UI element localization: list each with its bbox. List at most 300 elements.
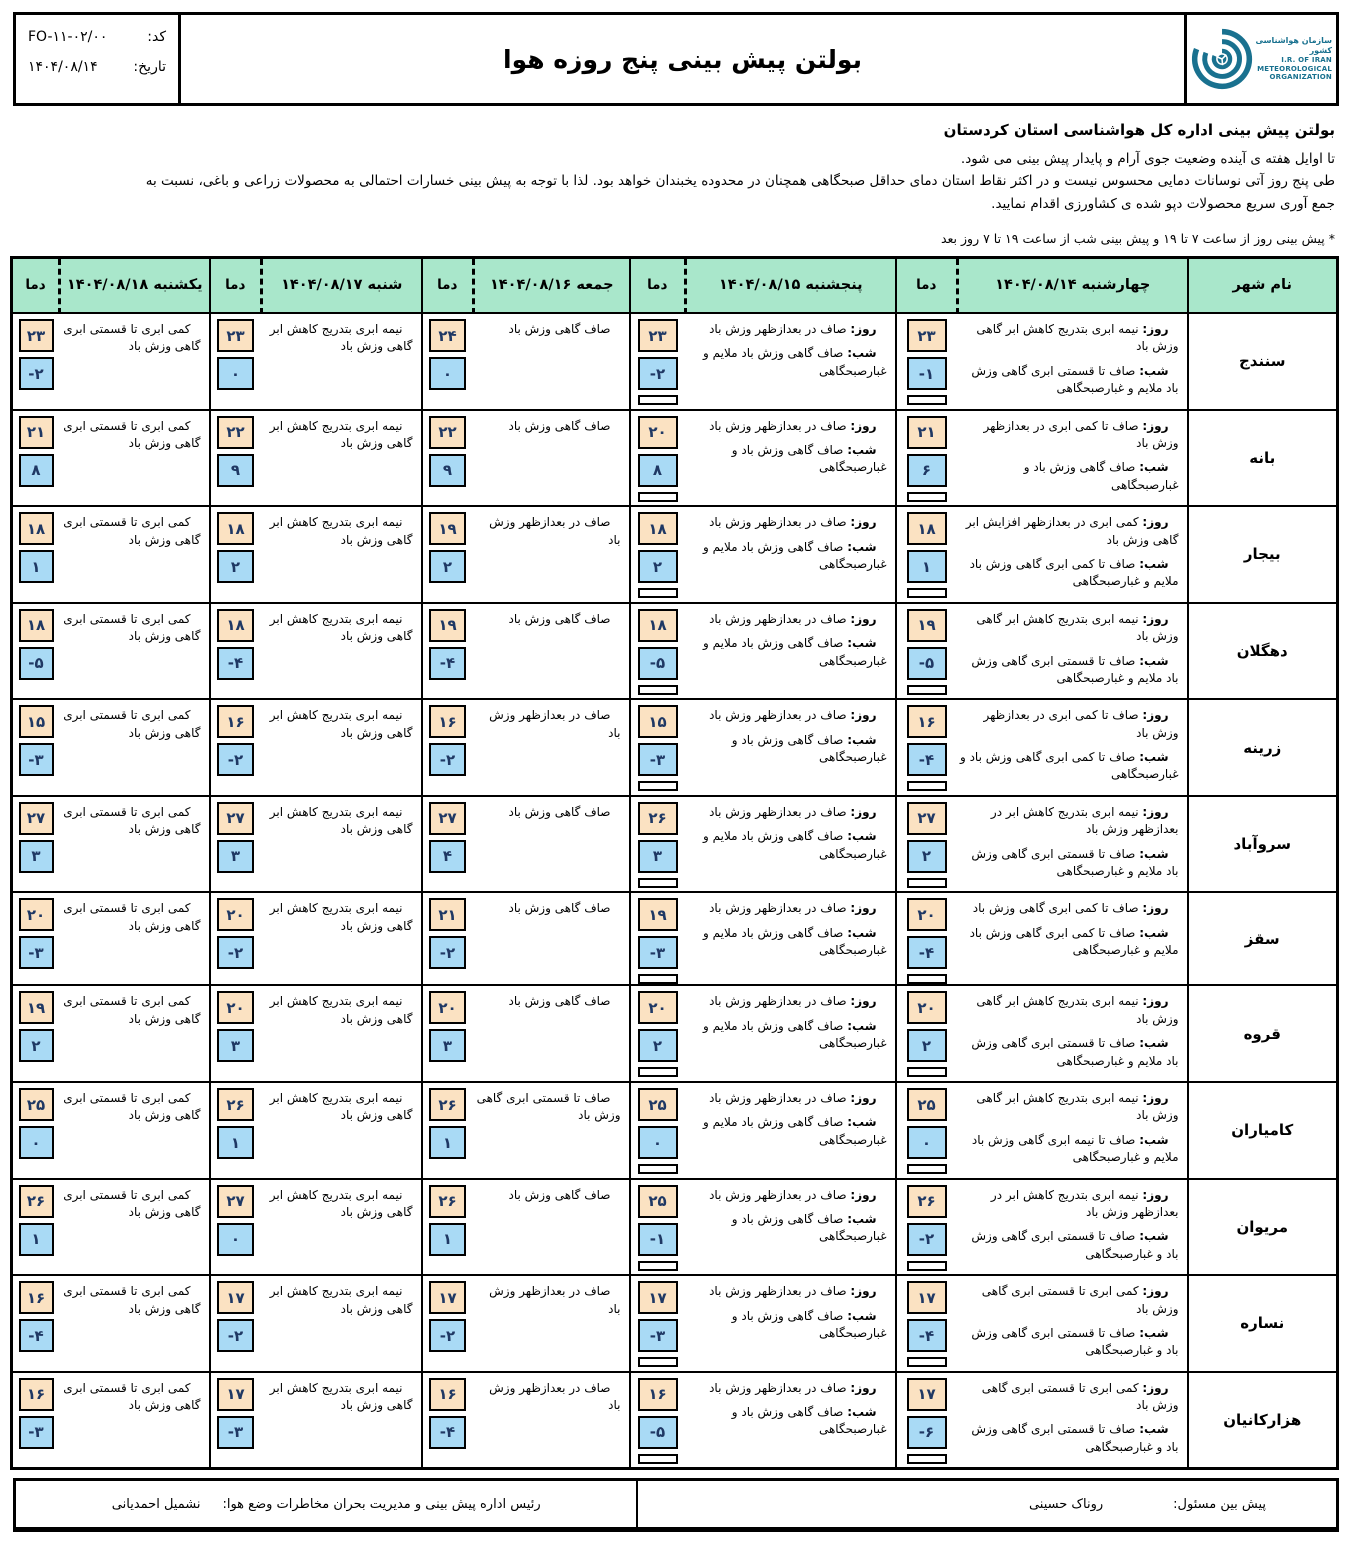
forecast-value: صاف تا قسمتی ابری گاهی وزش باد [476, 1091, 621, 1123]
min-temp: ۲ [907, 1029, 947, 1062]
day-forecast-value: صاف در بعدازظهر وزش باد [709, 708, 847, 723]
forecast-text [957, 1083, 1187, 1178]
night-label: شب: [1139, 1325, 1169, 1340]
forecast-value: کمی ابری تا قسمتی ابری گاهی وزش باد [63, 994, 201, 1026]
empty-temp-box [907, 492, 947, 502]
max-temp: ۱۵ [19, 705, 54, 738]
forecast-cell [422, 985, 630, 1082]
forecast-cell [422, 410, 630, 507]
min-temp: -۲ [19, 357, 54, 390]
code-value: FO-۱۱-۰۲/۰۰ [28, 29, 108, 45]
empty-temp-box [638, 1164, 678, 1174]
forecast-cell [896, 506, 1188, 603]
forecast-cell [630, 410, 896, 507]
day-forecast-value: صاف تا کمی ابری گاهی وزش باد [972, 901, 1139, 916]
table-row [12, 699, 1338, 796]
day-forecast-value: کمی ابری در بعدازظهر افزایش ابر گاهی وزش باد [965, 515, 1179, 547]
forecast-cell [896, 410, 1188, 507]
min-temp: -۴ [907, 743, 947, 776]
forecast-value: نیمه ابری بتدریج کاهش ابر گاهی وزش باد [269, 611, 413, 644]
max-temp: ۱۷ [907, 1378, 947, 1411]
forecast-text [685, 604, 895, 699]
forecast-text [261, 411, 421, 506]
day-forecast-value: نیمه ابری بتدریج کاهش ابر گاهی وزش باد [976, 1091, 1179, 1123]
forecast-value: صاف گاهی وزش باد [508, 418, 611, 433]
forecast-text [59, 411, 209, 506]
night-forecast [687, 442, 887, 477]
max-temp: ۱۶ [429, 705, 466, 738]
temperature-stack [211, 700, 261, 795]
night-forecast [687, 539, 887, 574]
min-temp: ۲ [217, 550, 254, 583]
day-label: روز: [850, 1091, 877, 1105]
temperature-stack [631, 986, 685, 1081]
intro-line: تا اوایل هفته ی آینده وضعیت جوی آرام و پایدار پیش بینی می شود. [960, 150, 1335, 167]
day-forecast-value: کمی ابری تا قسمتی ابری گاهی وزش باد [981, 1380, 1179, 1413]
day-forecast [959, 707, 1179, 742]
logo-org-name-en2: METEOROLOGICAL [1257, 64, 1332, 73]
forecast-value: کمی ابری تا قسمتی ابری گاهی وزش باد [63, 418, 201, 451]
night-label: شب: [847, 925, 877, 940]
forecast-text [59, 507, 209, 602]
night-label: شب: [1139, 846, 1169, 861]
forecast-text [59, 1180, 209, 1275]
max-temp: ۱۹ [638, 898, 678, 931]
night-forecast [687, 1211, 887, 1246]
city-name: دهگلان [1188, 603, 1338, 700]
forecast-text [473, 1276, 629, 1371]
table-row [12, 1082, 1338, 1179]
forecast-value: نیمه ابری بتدریج کاهش ابر گاهی وزش باد [269, 708, 413, 740]
table-row [12, 506, 1338, 603]
forecast-cell [630, 1082, 896, 1179]
max-temp: ۱۶ [217, 705, 254, 738]
forecast-cell [896, 603, 1188, 700]
temperature-stack [211, 1180, 261, 1275]
table-row [12, 985, 1338, 1082]
min-temp: ۸ [638, 454, 678, 487]
temperature-stack [897, 1276, 957, 1371]
day-forecast [687, 418, 887, 435]
forecast-text [261, 314, 421, 409]
temperature-stack [631, 797, 685, 892]
forecast-text [957, 1180, 1187, 1275]
forecast-cell [12, 699, 210, 796]
min-temp: -۳ [217, 1416, 254, 1449]
night-forecast-value: صاف گاهی وزش باد ملایم و غبارصبحگاهی [703, 1115, 887, 1147]
day-forecast-value: صاف در بعدازظهر وزش باد [709, 611, 847, 626]
max-temp: ۲۰ [907, 898, 947, 931]
day-forecast [959, 1187, 1179, 1222]
forecast-cell [896, 313, 1188, 410]
night-forecast [687, 345, 887, 380]
forecast-text [685, 507, 895, 602]
forecast-value: کمی ابری تا قسمتی ابری گاهی وزش باد [63, 804, 201, 837]
day-label: روز: [1142, 708, 1169, 723]
day-label: روز: [1142, 1380, 1169, 1395]
city-name: بیجار [1188, 506, 1338, 603]
forecast-cell [422, 1275, 630, 1372]
forecast-text [473, 604, 629, 699]
min-temp: -۴ [429, 1416, 466, 1449]
min-temp: ۰ [638, 1126, 678, 1159]
temperature-stack [211, 411, 261, 506]
min-temp: ۰ [217, 1223, 254, 1256]
forecast-value: کمی ابری تا قسمتی ابری گاهی وزش باد [63, 901, 201, 933]
night-forecast [687, 732, 887, 767]
night-forecast-value: صاف تا قسمتی ابری گاهی وزش باد و غبارصبحگاهی [971, 1229, 1179, 1261]
temperature-stack [211, 507, 261, 602]
forecast-cell [896, 796, 1188, 893]
max-temp: ۲۶ [429, 1088, 466, 1121]
forecast-value: صاف در بعدازظهر وزش باد [489, 1380, 621, 1413]
max-temp: ۲۷ [217, 1185, 254, 1218]
max-temp: ۲۰ [638, 416, 678, 449]
temperature-stack [423, 604, 473, 699]
night-forecast-value: صاف گاهی وزش باد و غبارصبحگاهی [731, 443, 887, 475]
forecast-cell [630, 699, 896, 796]
forecast-cell [630, 603, 896, 700]
night-forecast [959, 459, 1179, 494]
night-label: شب: [1139, 1422, 1169, 1437]
forecast-cell [422, 1372, 630, 1469]
forecast-cell [210, 1179, 422, 1276]
temperature-stack [211, 986, 261, 1081]
max-temp: ۲۶ [19, 1185, 54, 1218]
min-temp: -۵ [638, 1416, 678, 1449]
max-temp: ۲۷ [907, 802, 947, 835]
temperature-stack [13, 986, 59, 1081]
forecast-text [685, 1276, 895, 1371]
min-temp: ۳ [217, 840, 254, 873]
night-forecast-value: صاف گاهی وزش باد و غبارصبحگاهی [1023, 460, 1179, 492]
table-row [12, 313, 1338, 410]
temperature-stack [897, 507, 957, 602]
forecast-text [261, 797, 421, 892]
temperature-stack [423, 700, 473, 795]
forecaster-name: روناک حسینی [1028, 1496, 1104, 1512]
night-label: شب: [847, 539, 877, 554]
forecast-cell [630, 1372, 896, 1469]
day-forecast-value: صاف تا کمی ابری در بعدازظهر وزش باد [983, 418, 1179, 451]
temperature-stack [631, 700, 685, 795]
forecast-text [473, 797, 629, 892]
forecast-cell [422, 313, 630, 410]
max-temp: ۱۸ [638, 609, 678, 642]
min-temp: ۱ [907, 550, 947, 583]
min-temp: ۳ [19, 840, 54, 873]
max-temp: ۲۰ [638, 991, 678, 1024]
forecast-text [957, 700, 1187, 795]
table-row [12, 892, 1338, 985]
min-temp: -۴ [907, 936, 947, 969]
night-forecast-value: صاف گاهی وزش باد و غبارصبحگاهی [731, 1308, 887, 1340]
empty-temp-box [907, 1357, 947, 1367]
temperature-stack [897, 314, 957, 409]
empty-temp-box [907, 781, 947, 791]
forecast-value: کمی ابری تا قسمتی ابری گاهی وزش باد [63, 1284, 201, 1316]
temperature-stack [13, 411, 59, 506]
table-row [12, 1179, 1338, 1276]
forecast-cell [422, 603, 630, 700]
forecast-value: صاف در بعدازظهر وزش باد [489, 515, 621, 547]
night-forecast [687, 1114, 887, 1149]
night-forecast-value: صاف تا کمی ابری گاهی وزش باد ملایم و غبارصبحگاهی [969, 556, 1179, 589]
temperature-stack [211, 1083, 261, 1178]
night-label: شب: [1139, 460, 1169, 475]
night-label: شب: [1139, 925, 1169, 940]
city-name: هزارکانیان [1188, 1372, 1338, 1469]
empty-temp-box [907, 395, 947, 405]
max-temp: ۲۷ [19, 802, 54, 835]
city-name: سنندج [1188, 313, 1338, 410]
temperature-stack [631, 893, 685, 984]
temperature-stack [631, 604, 685, 699]
day-label: روز: [850, 322, 877, 337]
temperature-stack [423, 411, 473, 506]
day-forecast [687, 707, 887, 724]
max-temp: ۲۷ [217, 802, 254, 835]
forecast-cell [896, 1372, 1188, 1469]
temperature-stack [211, 1276, 261, 1371]
min-temp: -۳ [19, 936, 54, 969]
temperature-stack [13, 314, 59, 409]
max-temp: ۲۳ [19, 319, 54, 352]
min-temp: -۳ [19, 1416, 54, 1449]
forecast-text [473, 893, 629, 984]
min-temp: ۱ [19, 1223, 54, 1256]
empty-temp-box [638, 395, 678, 405]
day-label: روز: [1142, 1284, 1169, 1299]
day-column-header-4: یکشنبه ۱۴۰۴/۰۸/۱۸ [60, 257, 210, 313]
bulletin-page [13, 12, 1339, 1532]
head-of-office-name: نشمیل احمدیانی [111, 1496, 201, 1512]
city-name: قروه [1188, 985, 1338, 1082]
forecast-text [59, 314, 209, 409]
empty-temp-box [638, 1261, 678, 1271]
night-forecast-value: صاف گاهی وزش باد و غبارصبحگاهی [731, 732, 887, 765]
forecast-cell [12, 1372, 210, 1469]
forecast-cell [422, 506, 630, 603]
max-temp: ۱۷ [217, 1378, 254, 1411]
forecast-value: نیمه ابری بتدریج کاهش ابر گاهی وزش باد [269, 322, 413, 354]
day-forecast [687, 1187, 887, 1204]
day-forecast [959, 1090, 1179, 1125]
forecast-cell [896, 1082, 1188, 1179]
forecast-text [59, 797, 209, 892]
forecast-value: صاف در بعدازظهر وزش باد [489, 708, 621, 740]
temperature-stack [423, 1373, 473, 1468]
met-org-spiral-logo-icon [1191, 18, 1253, 100]
max-temp: ۲۶ [429, 1185, 466, 1218]
night-label: شب: [1139, 653, 1169, 668]
forecast-text [685, 314, 895, 409]
day-forecast [687, 1090, 887, 1107]
night-forecast [687, 925, 887, 960]
forecast-cell [210, 699, 422, 796]
forecast-value: نیمه ابری بتدریج کاهش ابر گاهی وزش باد [269, 515, 413, 547]
forecast-text [59, 700, 209, 795]
forecast-value: صاف گاهی وزش باد [508, 322, 611, 337]
code-date-box [16, 15, 181, 103]
night-forecast-value: صاف گاهی وزش باد ملایم و غبارصبحگاهی [703, 925, 887, 958]
day-forecast [687, 514, 887, 531]
forecast-text [957, 986, 1187, 1081]
day-label: روز: [1142, 901, 1169, 916]
max-temp: ۱۶ [429, 1378, 466, 1411]
forecast-cell [12, 1082, 210, 1179]
intro-line: طی پنج روز آتی نوسانات دمایی محسوس نیست و در اکثر نقاط استان دمای حداقل صبحگاهی همچنان در محدوده یخبندان خواهد بود. لذا با توجه به پیش بینی خسارات احتمالی به محصولات زراعی و باغی، نسبت به [145, 173, 1335, 190]
forecast-cell [12, 985, 210, 1082]
min-temp: -۴ [217, 647, 254, 680]
max-temp: ۲۶ [907, 1185, 947, 1218]
night-forecast-value: صاف تا قسمتی ابری گاهی وزش باد ملایم و غبارصبحگاهی [971, 653, 1179, 685]
day-label: روز: [1142, 804, 1169, 819]
day-label: روز: [1142, 418, 1169, 433]
day-label: روز: [850, 901, 877, 916]
min-temp: -۲ [638, 357, 678, 390]
min-temp: -۳ [19, 743, 54, 776]
forecast-value: کمی ابری تا قسمتی ابری گاهی وزش باد [63, 1091, 201, 1123]
city-name: زرینه [1188, 699, 1338, 796]
forecast-value: نیمه ابری بتدریج کاهش ابر گاهی وزش باد [269, 1091, 413, 1123]
temperature-stack [13, 797, 59, 892]
day-column-header-0: چهارشنبه ۱۴۰۴/۰۸/۱۴ [958, 257, 1188, 313]
max-temp: ۲۰ [19, 898, 54, 931]
min-temp: ۹ [217, 454, 254, 487]
forecast-text [261, 507, 421, 602]
min-temp: -۶ [907, 1416, 947, 1449]
temperature-stack [423, 314, 473, 409]
temperature-stack [897, 1083, 957, 1178]
forecast-cell [210, 410, 422, 507]
forecast-cell [630, 892, 896, 985]
forecast-value: کمی ابری تا قسمتی ابری گاهی وزش باد [63, 1187, 201, 1219]
max-temp: ۱۹ [19, 991, 54, 1024]
max-temp: ۲۰ [429, 991, 466, 1024]
day-forecast [959, 993, 1179, 1028]
day-forecast [959, 1283, 1179, 1318]
forecast-cell [630, 985, 896, 1082]
night-label: شب: [847, 829, 877, 844]
night-label: شب: [847, 346, 877, 361]
forecast-cell [12, 410, 210, 507]
night-label: شب: [847, 732, 877, 747]
min-temp: ۱ [217, 1126, 254, 1159]
code-label: کد: [147, 29, 166, 45]
temperature-stack [211, 1373, 261, 1468]
day-label: روز: [850, 611, 877, 626]
header [13, 12, 1339, 106]
table-row [12, 410, 1338, 507]
temperature-stack [897, 700, 957, 795]
night-label: شب: [847, 1018, 877, 1033]
day-forecast-value: صاف در بعدازظهر وزش باد [709, 994, 847, 1009]
temperature-stack [631, 314, 685, 409]
max-temp: ۱۸ [217, 609, 254, 642]
forecast-value: نیمه ابری بتدریج کاهش ابر گاهی وزش باد [269, 418, 413, 451]
forecast-text [261, 604, 421, 699]
night-label: شب: [847, 1405, 877, 1420]
night-label: شب: [1139, 363, 1169, 378]
min-temp: ۳ [429, 1029, 466, 1062]
min-temp: -۵ [19, 647, 54, 680]
forecast-cell [210, 506, 422, 603]
night-label: شب: [1139, 556, 1169, 571]
forecast-text [957, 893, 1187, 984]
max-temp: ۲۰ [907, 991, 947, 1024]
forecast-text [59, 986, 209, 1081]
night-label: شب: [847, 1211, 877, 1226]
forecast-text [59, 1083, 209, 1178]
forecast-value: صاف گاهی وزش باد [508, 1187, 611, 1202]
forecast-cell [422, 892, 630, 985]
forecast-text [261, 893, 421, 984]
table-row [12, 1372, 1338, 1469]
forecast-text [59, 1276, 209, 1371]
night-forecast [687, 828, 887, 863]
day-label: روز: [850, 1187, 877, 1202]
empty-temp-box [907, 1454, 947, 1464]
empty-temp-box [907, 1164, 947, 1174]
temperature-stack [897, 986, 957, 1081]
forecast-cell [896, 699, 1188, 796]
max-temp: ۲۳ [217, 319, 254, 352]
day-label: روز: [1142, 1187, 1169, 1202]
night-forecast [687, 1308, 887, 1343]
forecast-text [261, 986, 421, 1081]
min-temp: ۴ [429, 840, 466, 873]
max-temp: ۲۰ [217, 898, 254, 931]
empty-temp-box [638, 685, 678, 695]
forecast-cell [12, 313, 210, 410]
forecast-cell [210, 892, 422, 985]
min-temp: ۰ [429, 357, 466, 390]
night-forecast [959, 925, 1179, 960]
temp-column-header-3: دما [210, 257, 262, 313]
forecast-text [473, 507, 629, 602]
forecast-cell [12, 1179, 210, 1276]
temperature-stack [13, 1083, 59, 1178]
forecast-text [473, 314, 629, 409]
forecast-cell [896, 1179, 1188, 1276]
night-forecast-value: صاف تا قسمتی ابری گاهی وزش باد ملایم و غبارصبحگاهی [971, 1036, 1179, 1068]
min-temp: -۳ [638, 1319, 678, 1352]
night-forecast-value: صاف تا کمی ابری گاهی وزش باد و غبارصبحگاهی [959, 750, 1179, 782]
header-row [12, 257, 1338, 313]
temp-column-header-4: دما [12, 257, 60, 313]
table-header [12, 257, 1338, 313]
day-forecast [687, 993, 887, 1010]
logo-org-name-en3: ORGANIZATION [1269, 73, 1332, 82]
day-forecast [687, 611, 887, 628]
forecast-cell [422, 1082, 630, 1179]
forecast-text [261, 700, 421, 795]
night-forecast [959, 653, 1179, 688]
night-forecast-value: صاف تا قسمتی ابری گاهی وزش باد و غبارصبحگاهی [971, 1422, 1179, 1454]
temp-column-header-1: دما [630, 257, 686, 313]
day-label: روز: [850, 708, 877, 723]
day-forecast [687, 321, 887, 338]
max-temp: ۱۶ [19, 1281, 54, 1314]
max-temp: ۱۶ [638, 1378, 678, 1411]
forecast-text [957, 411, 1187, 506]
min-temp: -۲ [217, 743, 254, 776]
logo-text [1255, 36, 1332, 82]
empty-temp-box [907, 1067, 947, 1077]
temperature-stack [897, 1373, 957, 1468]
table-row [12, 603, 1338, 700]
